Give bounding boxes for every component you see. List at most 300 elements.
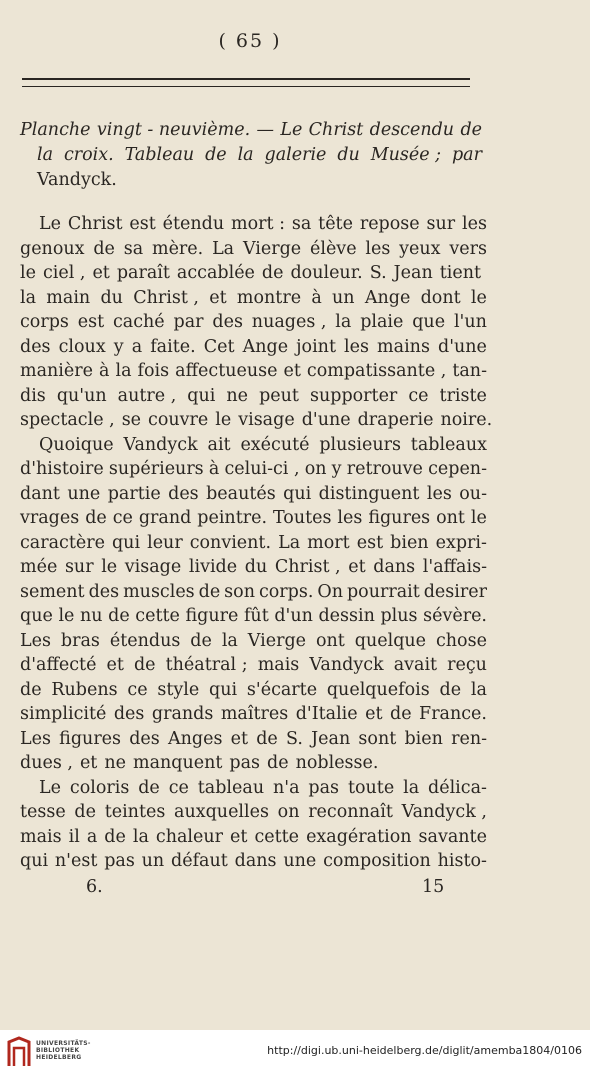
word: la — [132, 826, 149, 847]
word: ne — [104, 753, 126, 773]
text-line — [20, 335, 487, 360]
word: la — [335, 312, 352, 332]
word: est — [356, 532, 384, 553]
word: cloux — [58, 336, 106, 357]
word: Toutes — [272, 508, 332, 528]
word: une — [283, 851, 317, 871]
word: Vandyck — [309, 655, 384, 675]
word: Vierge — [247, 630, 307, 651]
word: le — [101, 557, 118, 577]
word: les — [462, 214, 487, 234]
word: paraît — [116, 263, 170, 283]
word: étendu — [162, 214, 225, 234]
word: de — [20, 679, 42, 700]
word: Ange — [364, 287, 411, 308]
word: supérieurs — [108, 459, 204, 479]
word: figures — [368, 508, 431, 528]
word: Vandyck — [123, 434, 198, 455]
source-url-link[interactable]: http://digi.ub.uni-heidelberg.de/diglit/amemba1804/0106 — [267, 1044, 582, 1057]
word: Les — [20, 728, 51, 749]
word: de — [390, 704, 412, 724]
word: et — [348, 557, 366, 577]
word: — — [256, 120, 274, 140]
word: Planche — [20, 120, 91, 140]
word: cette — [135, 606, 180, 626]
word: mère. — [151, 238, 204, 259]
word: de — [74, 802, 96, 822]
word: dans — [234, 851, 277, 871]
word: tableau — [197, 777, 265, 798]
word: mais — [257, 655, 300, 675]
word: retrouve — [346, 459, 423, 479]
word: yeux — [399, 238, 441, 259]
word: Christ , — [133, 287, 199, 308]
text-line — [20, 825, 487, 850]
word: on — [304, 459, 327, 479]
word: Musée ; — [370, 145, 442, 165]
text-line — [20, 359, 487, 384]
word: visage — [238, 410, 295, 430]
word: a — [131, 336, 143, 357]
word: défaut — [171, 851, 228, 871]
word: pas — [229, 753, 261, 773]
word: qui — [20, 851, 49, 871]
word: celui-ci , — [224, 459, 300, 479]
text-line — [20, 212, 487, 237]
word: qu'un — [56, 385, 107, 406]
word: le — [470, 287, 487, 308]
word: vers — [449, 238, 487, 259]
word: ait — [207, 434, 231, 455]
word: se — [121, 410, 142, 430]
library-name — [36, 1040, 91, 1061]
word: dont — [420, 287, 461, 308]
text-line — [20, 286, 487, 311]
word: on — [277, 802, 300, 822]
word: toute — [347, 777, 395, 798]
word: la — [20, 287, 37, 308]
word: supporter — [309, 385, 398, 406]
word: grand — [138, 508, 192, 528]
word: grands — [151, 704, 214, 724]
word: à — [99, 361, 110, 381]
word: Ange — [242, 336, 289, 357]
word: des — [88, 581, 120, 602]
word: le — [215, 410, 232, 430]
word: sur — [426, 214, 456, 234]
library-name-line: BIBLIOTHEK — [36, 1047, 80, 1054]
word: ren- — [451, 728, 487, 749]
text-line — [20, 433, 487, 458]
word: La — [278, 532, 301, 553]
word: les — [365, 238, 391, 259]
text-line — [20, 629, 487, 654]
word: ce — [112, 508, 133, 528]
word: noire. — [440, 410, 493, 430]
caption-line — [20, 168, 482, 193]
word: Jean — [311, 728, 351, 749]
plate-caption — [20, 118, 482, 193]
word: qui — [187, 385, 216, 406]
word: les — [426, 483, 452, 504]
word: triste — [439, 385, 487, 406]
word: auxquelles — [174, 802, 269, 822]
word: livide — [188, 557, 238, 577]
word: qui — [111, 532, 141, 553]
word: de — [85, 508, 107, 528]
word: muscles — [123, 581, 195, 602]
word: La — [212, 238, 235, 259]
word: sont — [358, 728, 397, 749]
word: d'histoire — [20, 459, 104, 479]
word: et — [106, 655, 124, 675]
word: que — [20, 606, 53, 626]
text-line — [20, 776, 487, 801]
word: descendu — [369, 120, 455, 140]
word: style — [157, 679, 200, 700]
word: maîtres — [220, 704, 289, 724]
word: de — [190, 630, 212, 651]
word: ciel , — [42, 263, 86, 283]
word: un — [141, 851, 165, 871]
word: ce — [127, 679, 148, 700]
word: Cet — [203, 336, 235, 357]
sheet-number: 15 — [422, 877, 445, 897]
word: de — [138, 777, 160, 798]
word: tan- — [452, 361, 487, 381]
word: peut — [259, 385, 299, 406]
word: par — [451, 145, 482, 165]
text-line — [20, 457, 487, 482]
word: de — [108, 606, 130, 626]
word: compatissante , — [306, 361, 447, 381]
signature-mark: 6. — [86, 877, 103, 897]
word: dans — [373, 557, 416, 577]
word: sévère. — [423, 606, 487, 626]
word: la — [221, 630, 238, 651]
text-line — [20, 678, 487, 703]
word: reconnaît — [308, 802, 393, 822]
word: Le — [39, 777, 61, 798]
word: théatral ; — [165, 655, 248, 675]
word: la — [237, 145, 254, 165]
text-line — [20, 555, 487, 580]
word: de — [93, 238, 115, 259]
word: une — [67, 483, 101, 504]
word: noblesse. — [295, 753, 379, 773]
word: délica- — [428, 777, 487, 798]
word: savante — [418, 826, 487, 847]
word: affectueuse — [175, 361, 278, 381]
word: composition — [323, 851, 431, 871]
word: leur — [147, 532, 183, 553]
word: dues , — [20, 753, 73, 773]
word: dis — [20, 385, 46, 406]
word: n'a — [273, 777, 300, 798]
word: et — [92, 263, 110, 283]
word: exagération — [306, 826, 412, 847]
word: ce — [408, 385, 429, 406]
word: n'est — [54, 851, 98, 871]
word: distinguent — [318, 483, 420, 504]
word: reçu — [447, 655, 487, 675]
word: accablée — [176, 263, 255, 283]
text-line — [20, 408, 493, 433]
word: est — [77, 312, 105, 332]
word: étendus — [109, 630, 181, 651]
word: des — [212, 312, 243, 332]
word: et — [365, 704, 383, 724]
word: de — [133, 655, 156, 675]
word: ont — [436, 508, 465, 528]
word: pourrait — [346, 581, 420, 602]
word: des — [168, 483, 199, 504]
word: sur — [64, 557, 94, 577]
word: caché — [112, 312, 165, 332]
word: pas — [104, 851, 135, 871]
word: d'Italie — [295, 704, 358, 724]
word: de — [460, 120, 482, 140]
word: la — [403, 777, 420, 798]
caption-line — [20, 118, 482, 143]
word: tient — [439, 263, 482, 283]
word: cette — [254, 826, 300, 847]
word: Christ — [67, 214, 123, 234]
text-line — [20, 653, 487, 678]
word: et — [209, 287, 227, 308]
word: l'affais- — [422, 557, 487, 577]
library-name-line: UNIVERSITÄTS- — [36, 1040, 91, 1047]
word: montre — [236, 287, 302, 308]
word: chaleur — [155, 826, 224, 847]
word: quelque — [354, 630, 427, 651]
word: mais — [20, 826, 62, 847]
text-line — [20, 604, 487, 629]
word: du — [337, 145, 360, 165]
word: avait — [393, 655, 438, 675]
word: mains — [377, 336, 430, 357]
word: mée — [20, 557, 58, 577]
word: dant — [20, 483, 60, 504]
word: Vandyck , — [401, 802, 487, 822]
word: beautés — [206, 483, 276, 504]
word: Le — [39, 214, 61, 234]
page-number: ( 65 ) — [218, 30, 282, 52]
word: croix. — [63, 145, 114, 165]
word: tête — [318, 214, 353, 234]
word: sa — [123, 238, 144, 259]
word: histo- — [437, 851, 487, 871]
text-line — [20, 727, 487, 752]
word: le — [20, 263, 36, 283]
word: dessin — [318, 606, 375, 626]
word: plus — [380, 606, 418, 626]
word: vingt - neuvième. — [96, 120, 251, 140]
word: Les — [20, 630, 51, 651]
word: des — [129, 728, 160, 749]
word: cepen- — [428, 459, 487, 479]
word: simplicité — [20, 704, 107, 724]
word: et — [283, 361, 301, 381]
word: coloris — [69, 777, 130, 798]
word: ou- — [459, 483, 487, 504]
word: exécuté — [240, 434, 310, 455]
word: du — [100, 287, 123, 308]
word: On — [317, 581, 343, 602]
word: le — [58, 606, 75, 626]
word: y — [331, 459, 342, 479]
word: s'écarte — [246, 679, 318, 700]
word: y — [113, 336, 124, 357]
word: par — [173, 312, 204, 332]
word: le — [470, 508, 487, 528]
library-name-line: HEIDELBERG — [36, 1054, 82, 1061]
word: il — [68, 826, 80, 847]
word: peintre. — [197, 508, 268, 528]
word: d'affecté — [20, 655, 97, 675]
word: de — [267, 753, 289, 773]
word: Le — [280, 120, 303, 140]
text-line — [20, 751, 487, 776]
word: galerie — [264, 145, 327, 165]
word: genoux — [20, 238, 85, 259]
word: la — [470, 679, 487, 700]
word: et — [79, 753, 98, 773]
word: fût — [243, 606, 269, 626]
word: Vierge — [242, 238, 302, 259]
word: expri- — [435, 532, 487, 553]
word: figure — [185, 606, 239, 626]
word: couvre — [148, 410, 209, 430]
word: et — [230, 826, 248, 847]
word: quelquefois — [326, 679, 430, 700]
word: est — [129, 214, 156, 234]
word: ce — [168, 777, 189, 798]
word: les — [337, 508, 363, 528]
word: sa — [291, 214, 312, 234]
word: de — [439, 679, 462, 700]
word: des — [113, 704, 145, 724]
word: teintes — [104, 802, 166, 822]
word: l'un — [453, 312, 487, 332]
word: plusieurs — [319, 434, 401, 455]
text-line — [20, 261, 487, 286]
word: Christ — [308, 120, 364, 140]
word: de — [256, 728, 278, 749]
header-rule-thick — [22, 78, 470, 80]
word: a — [86, 826, 98, 847]
word: qui — [209, 679, 238, 700]
word: S. — [286, 728, 303, 749]
text-line — [20, 384, 487, 409]
word: la — [115, 361, 132, 381]
word: Tableau — [124, 145, 195, 165]
word: Rubens — [51, 679, 118, 700]
word: Vandyck. — [37, 170, 117, 190]
word: repose — [359, 214, 420, 234]
word: vrages — [20, 508, 80, 528]
word: mort : — [231, 214, 285, 234]
word: autre , — [117, 385, 177, 406]
library-footer-bar — [0, 1030, 590, 1074]
word: à — [311, 287, 322, 308]
word: main — [46, 287, 91, 308]
word: du — [244, 557, 268, 577]
word: qui — [283, 483, 312, 504]
word: Christ , — [274, 557, 341, 577]
word: d'une — [438, 336, 487, 357]
word: la — [37, 145, 54, 165]
word: bras — [60, 630, 100, 651]
word: Anges — [167, 728, 223, 749]
text-line — [20, 800, 487, 825]
word: Jean — [393, 263, 433, 283]
word: manquent — [132, 753, 223, 773]
word: Quoique — [39, 434, 114, 455]
word: tableaux — [410, 434, 487, 455]
word: de — [104, 826, 126, 847]
word: pas — [308, 777, 340, 798]
text-line — [20, 849, 487, 874]
word: desirer — [423, 581, 487, 602]
library-logo-icon — [6, 1036, 32, 1068]
word: de — [261, 263, 284, 283]
word: convient. — [189, 532, 272, 553]
word: les — [344, 336, 369, 357]
word: d'un — [274, 606, 313, 626]
word: à — [208, 459, 220, 479]
body-text — [20, 212, 493, 874]
word: sement — [20, 581, 85, 602]
word: et — [230, 728, 249, 749]
word: visage — [124, 557, 182, 577]
word: chose — [435, 630, 487, 651]
word: figures — [59, 728, 122, 749]
word: un — [332, 287, 355, 308]
word: France. — [419, 704, 487, 724]
caption-line — [20, 143, 482, 168]
word: partie — [107, 483, 161, 504]
word: bien — [390, 532, 429, 553]
word: corps. — [258, 581, 314, 602]
word: des — [20, 336, 51, 357]
word: faite. — [150, 336, 196, 357]
word: de — [198, 581, 221, 602]
text-line — [20, 580, 487, 605]
text-line — [20, 702, 487, 727]
word: fois — [137, 361, 170, 381]
word: mort — [307, 532, 350, 553]
word: douleur. — [290, 263, 363, 283]
word: draperie — [357, 410, 434, 430]
text-line — [20, 531, 487, 556]
word: manière — [20, 361, 93, 381]
word: caractère — [20, 532, 105, 553]
word: plaie — [360, 312, 404, 332]
text-line — [20, 310, 487, 335]
word: ont — [315, 630, 345, 651]
word: de — [205, 145, 227, 165]
text-line — [20, 506, 487, 531]
word: son — [224, 581, 255, 602]
word: corps — [20, 312, 69, 332]
text-line — [20, 237, 487, 262]
word: tesse — [20, 802, 66, 822]
word: nu — [80, 606, 103, 626]
word: S. — [369, 263, 387, 283]
text-line — [20, 482, 487, 507]
word: bien — [404, 728, 443, 749]
